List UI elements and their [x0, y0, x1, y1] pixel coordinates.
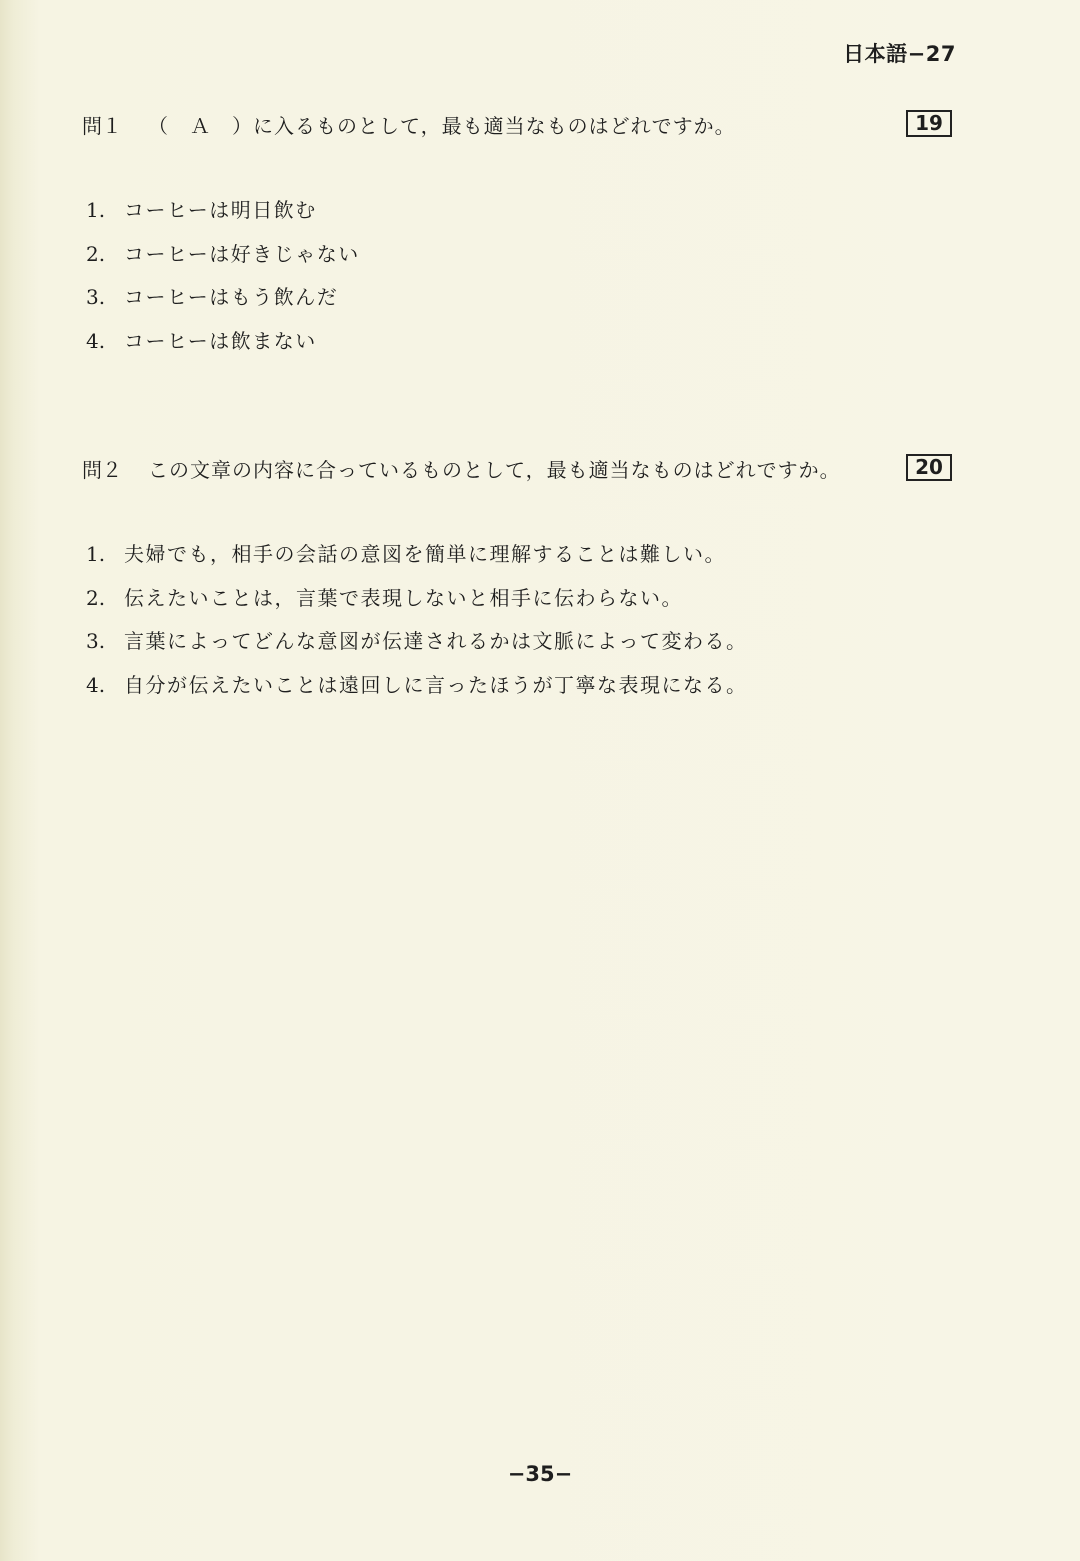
question-1-option-4	[82, 325, 952, 369]
question-2-option-2	[82, 582, 952, 626]
question-1	[82, 110, 952, 368]
option-text: コーヒーは飲まない	[124, 328, 317, 353]
option-number: 1.	[86, 198, 106, 222]
question-1-prompt: （ Ａ ）に入るものとして，最も適当なものはどれですか。	[148, 114, 736, 138]
option-number: 1.	[86, 542, 106, 566]
option-text: 夫婦でも，相手の会話の意図を簡単に理解することは難しい。	[124, 542, 726, 566]
option-text: コーヒーは好きじゃない	[124, 241, 360, 266]
option-text: コーヒーはもう飲んだ	[124, 285, 339, 309]
option-number: 4.	[86, 672, 106, 697]
question-2-header	[82, 454, 952, 486]
question-1-option-1	[82, 194, 952, 238]
question-2	[82, 454, 952, 712]
question-2-option-4	[82, 669, 952, 713]
question-1-header	[82, 110, 952, 142]
page-header-label: 日本語−27	[843, 42, 956, 66]
question-1-number: 問１	[82, 114, 122, 138]
question-1-option-3	[82, 281, 952, 325]
question-2-number: 問２	[82, 458, 122, 482]
answer-box-19: 19	[906, 110, 952, 137]
option-text: 伝えたいことは，言葉で表現しないと相手に伝わらない。	[124, 585, 683, 610]
question-2-option-3	[82, 625, 952, 669]
question-2-options	[82, 538, 952, 712]
option-number: 2.	[86, 585, 106, 610]
option-number: 2.	[86, 241, 106, 266]
page-number: −35−	[507, 1462, 573, 1486]
question-2-option-1	[82, 538, 952, 582]
question-2-prompt: この文章の内容に合っているものとして，最も適当なものはどれですか。	[148, 458, 841, 482]
option-number: 4.	[86, 328, 106, 353]
option-text: 言葉によってどんな意図が伝達されるかは文脈によって変わる。	[124, 629, 748, 653]
option-text: コーヒーは明日飲む	[124, 198, 317, 222]
answer-box-20: 20	[906, 454, 952, 481]
option-number: 3.	[86, 629, 106, 653]
question-1-option-2	[82, 238, 952, 282]
question-1-options	[82, 194, 952, 368]
option-text: 自分が伝えたいことは遠回しに言ったほうが丁寧な表現になる。	[124, 672, 748, 697]
option-number: 3.	[86, 285, 106, 309]
